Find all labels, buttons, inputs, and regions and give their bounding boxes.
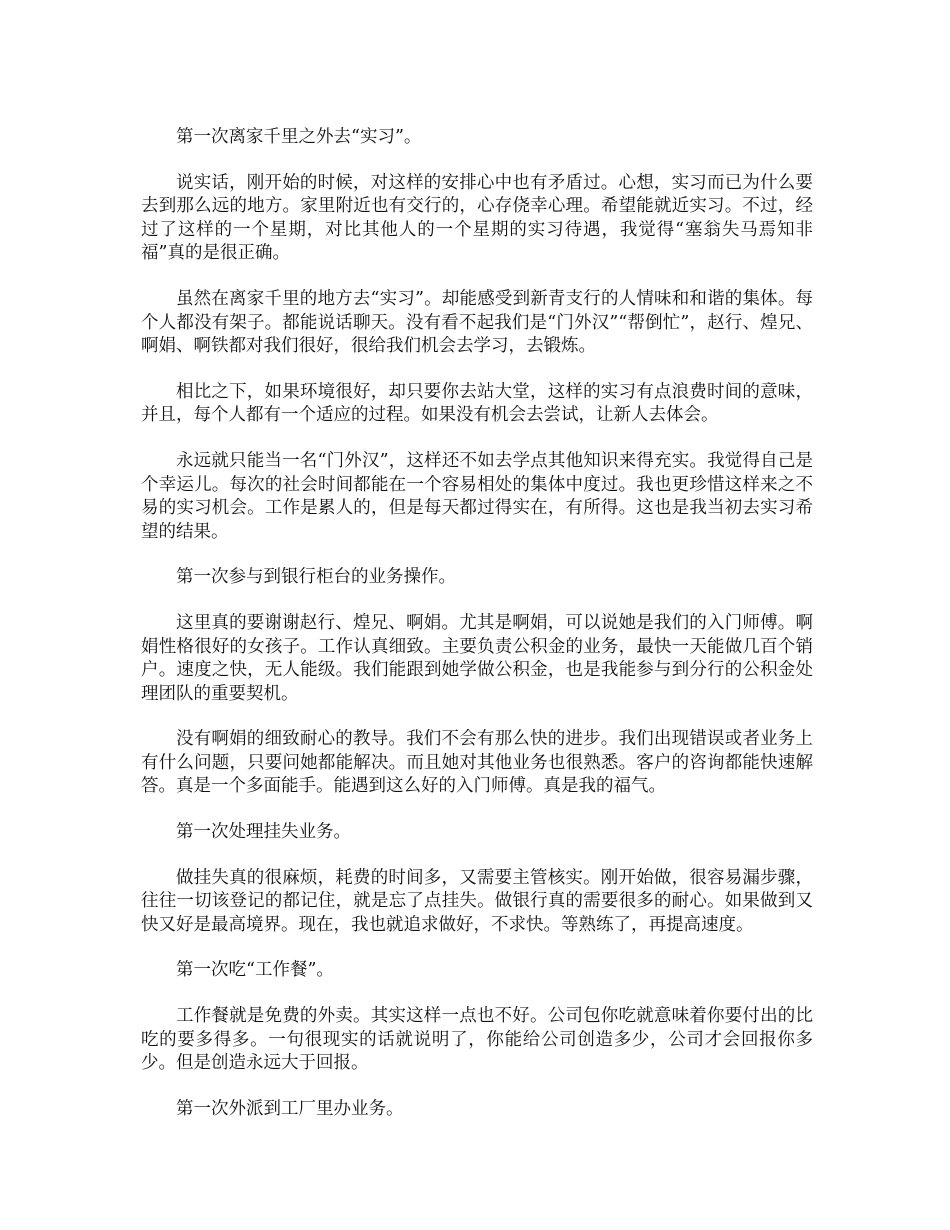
body-paragraph-1: 说实话，刚开始的时候，对这样的安排心中也有矛盾过。心想，实习而已为什么要去到那么远的地方。家里附近也有交行的，心存侥幸心理。希望能就近实习。不过，经过了这样的一个星期，对比其他人的一个星期的实习待遇，我觉得“塞翁失马焉知非福”真的是很正确。 <box>141 172 813 264</box>
body-paragraph-4: 永远就只能当一名“门外汉”，这样还不如去学点其他知识来得充实。我觉得自己是个幸运儿。每次的社会时间都能在一个容易相处的集体中度过。我也更珍惜这样来之不易的实习机会。工作是累人的，但是每天都过得实在，有所得。这也是我当初去实习希望的结果。 <box>141 450 813 542</box>
section-heading-4: 第一次吃“工作餐”。 <box>176 960 334 981</box>
section-heading-1: 第一次离家千里之外去“实习”。 <box>176 127 422 147</box>
body-paragraph-2: 虽然在离家千里的地方去“实习”。却能感受到新青支行的人情味和和谐的集体。每个人都没有架子。都能说话聊天。没有看不起我们是“门外汉”“帮倒忙”，赵行、煌兄、啊娟、啊铁都对我们很好，很给我们机会去学习，去锻炼。 <box>141 288 813 357</box>
section-heading-3: 第一次处理挂失业务。 <box>176 822 351 843</box>
document-body <box>141 126 813 1143</box>
section-heading-2: 第一次参与到银行柜台的业务操作。 <box>176 567 456 588</box>
body-paragraph-6: 没有啊娟的细致耐心的教导。我们不会有那么快的进步。我们出现错误或者业务上有什么问题，只要问她都能解决。而且她对其他业务也很熟悉。客户的咨询都能快速解答。真是一个多面能手。能遇到这么好的入门师傅。真是我的福气。 <box>141 729 813 797</box>
section-heading-5: 第一次外派到工厂里办业务。 <box>176 1098 404 1119</box>
body-paragraph-5: 这里真的要谢谢赵行、煌兄、啊娟。尤其是啊娟，可以说她是我们的入门师傅。啊娟性格很好的女孩子。工作认真细致。主要负责公积金的业务，最快一天能做几百个销户。速度之快，无人能级。我们能跟到她学做公积金，也是我能参与到分行的公积金处理团队的重要契机。 <box>141 612 813 704</box>
body-paragraph-7: 做挂失真的很麻烦，耗费的时间多，又需要主管核实。刚开始做，很容易漏步骤，往往一切该登记的都记住，就是忘了点挂失。做银行真的需要很多的耐心。如果做到又快又好是最高境界。现在，我也就追求做好，不求快。等熟练了，再提高速度。 <box>141 867 813 935</box>
body-paragraph-3: 相比之下，如果环境很好，却只要你去站大堂，这样的实习有点浪费时间的意味，并且，每个人都有一个适应的过程。如果没有机会去尝试，让新人去体会。 <box>141 381 813 426</box>
body-paragraph-8: 工作餐就是免费的外卖。其实这样一点也不好。公司包你吃就意味着你要付出的比吃的要多得多。一句很现实的话就说明了，你能给公司创造多少，公司才会回报你多少。但是创造永远大于回报。 <box>141 1006 813 1074</box>
